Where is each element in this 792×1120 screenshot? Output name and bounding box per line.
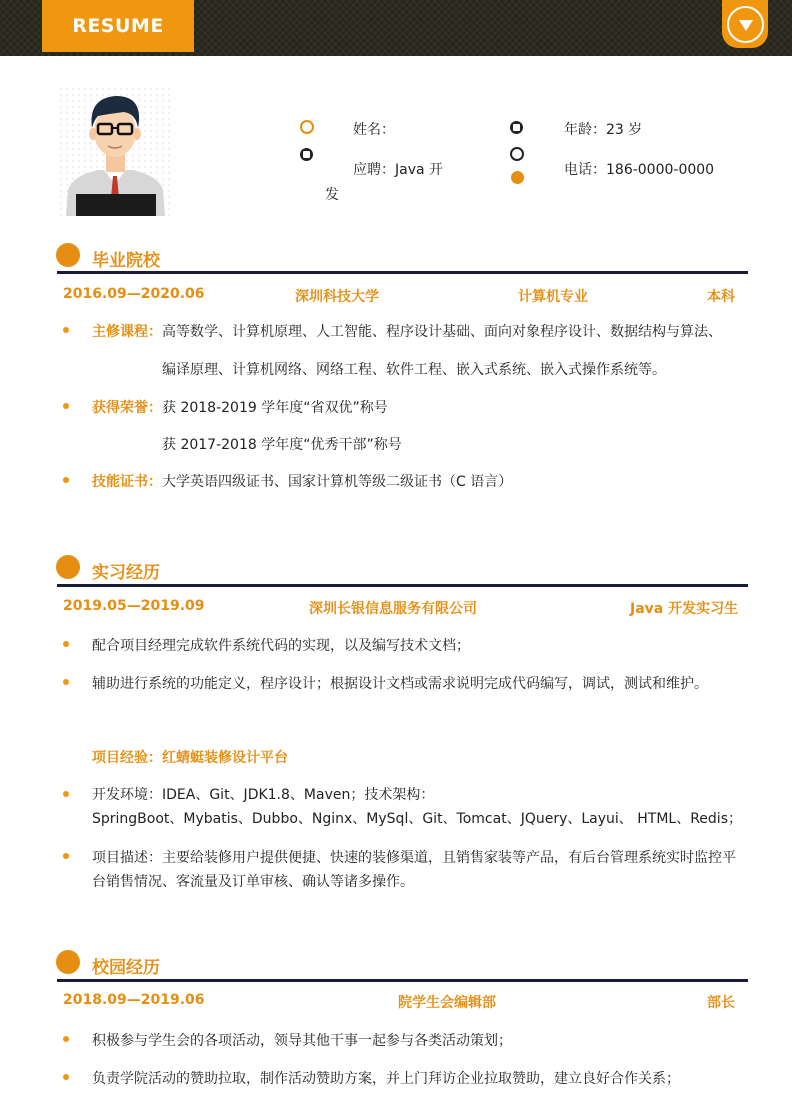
- bullet-dot: [63, 327, 69, 333]
- calendar-icon: [510, 121, 523, 134]
- edit-icon: [56, 950, 80, 974]
- campus-bullet: 积极参与学生会的各项活动，领导其他干事一起参与各类活动策划；: [92, 1033, 512, 1049]
- avatar: [58, 86, 173, 216]
- phone-value: 电话：186-0000-0000: [564, 162, 715, 178]
- internship-role: Java 开发实习生: [630, 601, 739, 617]
- resume-tab: RESUME: [42, 0, 194, 52]
- internship-period: 2019.05—2019.09: [63, 598, 205, 614]
- campus-bullet: 负责学院活动的赞助拉取，制作活动赞助方案，并上门拜访企业拉取赞助，建立良好合作关系；: [92, 1071, 680, 1087]
- bullet-dot: [63, 791, 69, 797]
- apply-position-line2: 发: [325, 187, 339, 203]
- internship-company: 深圳长银信息服务有限公司: [309, 601, 477, 617]
- chevron-down-icon: [727, 6, 764, 43]
- section-title-campus: 校园经历: [92, 958, 160, 978]
- apply-position-line1: 应聘：Java 开: [353, 162, 444, 178]
- skills-item: [92, 471, 512, 491]
- project-env-line2: SpringBoot、Mybatis、Dubbo、Nginx、MySql、Git、Tomcat、JQuery、Layui、 HTML、Redis；: [92, 811, 742, 827]
- section-title-education: 毕业院校: [92, 251, 160, 271]
- email-icon: [511, 171, 524, 184]
- project-desc-line2: 台销售情况、客流量及订单审核、确认等诸多操作。: [92, 874, 414, 890]
- briefcase-icon: [300, 148, 313, 161]
- campus-period: 2018.09—2019.06: [63, 992, 205, 1008]
- bullet-dot: [63, 679, 69, 685]
- skills-label: 技能证书：: [92, 474, 162, 490]
- graduation-cap-icon: [56, 243, 80, 267]
- internship-bullet: 辅助进行系统的功能定义，程序设计；根据设计文档或需求说明完成代码编写，调试，测试和维护。: [92, 676, 708, 692]
- project-env-line1: 开发环境：IDEA、Git、JDK1.8、Maven；技术架构：: [92, 787, 435, 803]
- courses-item: [92, 321, 722, 341]
- courses-text-line1: 高等数学、计算机原理、人工智能、程序设计基础、面向对象程序设计、数据结构与算法、: [162, 324, 722, 340]
- campus-role: 部长: [707, 995, 735, 1011]
- internship-bullet: 配合项目经理完成软件系统代码的实现，以及编写技术文档；: [92, 638, 470, 654]
- section-divider: [57, 584, 748, 587]
- briefcase-section-icon: [56, 555, 80, 579]
- education-degree: 本科: [707, 289, 735, 305]
- bullet-dot: [63, 641, 69, 647]
- courses-text-line2: 编译原理、计算机网络、网络工程、软件工程、嵌入式系统、嵌入式操作系统等。: [162, 362, 666, 378]
- bullet-dot: [63, 403, 69, 409]
- age-value: 年龄：23 岁: [564, 122, 643, 138]
- campus-org: 院学生会编辑部: [398, 995, 496, 1011]
- bullet-dot: [63, 1036, 69, 1042]
- skills-text: 大学英语四级证书、国家计算机等级二级证书（C 语言）: [162, 474, 513, 490]
- scroll-down-button[interactable]: [722, 0, 768, 48]
- bullet-dot: [63, 477, 69, 483]
- education-major: 计算机专业: [518, 289, 588, 305]
- honors-text-line1: 获 2018-2019 学年度“省双优”称号: [162, 400, 388, 416]
- bullet-dot: [63, 853, 69, 859]
- section-title-internship: 实习经历: [92, 563, 160, 583]
- section-divider: [57, 979, 748, 982]
- bullet-dot: [63, 1074, 69, 1080]
- education-period: 2016.09—2020.06: [63, 286, 205, 302]
- honors-item: [92, 397, 388, 417]
- person-icon: [300, 120, 314, 134]
- project-heading: 项目经验：红蜻蜓装修设计平台: [92, 750, 288, 766]
- name-label: 姓名：: [353, 122, 395, 138]
- honors-label: 获得荣誉：: [92, 400, 162, 416]
- section-divider: [57, 271, 748, 274]
- project-desc-line1: 项目描述：主要给装修用户提供便捷、快速的装修渠道，且销售家装等产品，有后台管理系统实时监控平: [92, 850, 736, 866]
- phone-icon: [510, 147, 524, 161]
- honors-text-line2: 获 2017-2018 学年度“优秀干部”称号: [162, 437, 402, 453]
- education-school: 深圳科技大学: [295, 289, 379, 305]
- courses-label: 主修课程：: [92, 324, 162, 340]
